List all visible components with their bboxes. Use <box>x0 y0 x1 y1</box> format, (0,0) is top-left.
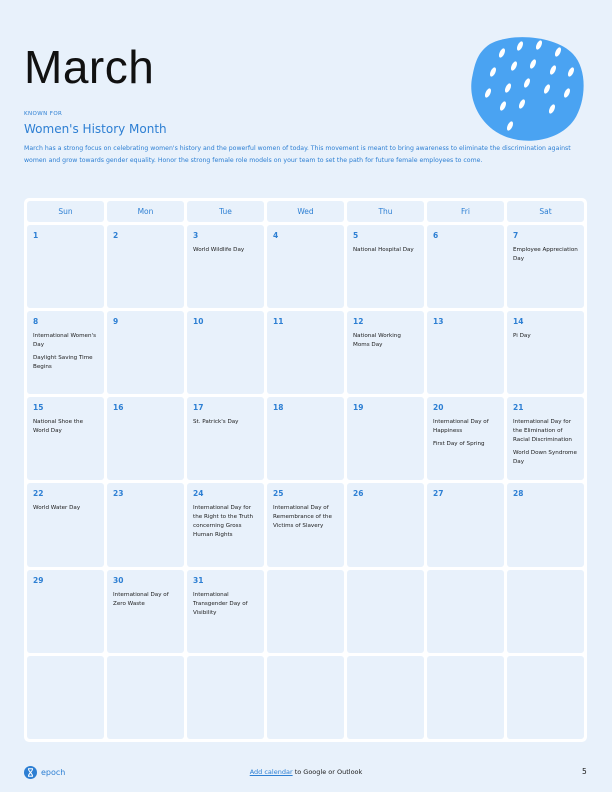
page-number: 5 <box>582 767 587 776</box>
day-number: 14 <box>513 317 524 327</box>
event-label: Daylight Saving Time Begins <box>33 355 93 371</box>
calendar-day-cell <box>427 483 504 566</box>
day-number: 24 <box>193 489 204 499</box>
calendar-day-cell <box>427 397 504 480</box>
day-number: 22 <box>33 489 44 499</box>
event-label: International Women's Day <box>33 333 96 349</box>
event-label: National Working Moms Day <box>353 333 401 349</box>
calendar-day-cell <box>507 225 584 308</box>
weekday-header-sun: Sun <box>27 201 104 222</box>
day-number: 2 <box>113 231 119 240</box>
weekday-header-sat: Sat <box>507 201 584 222</box>
calendar-day-cell <box>427 570 504 653</box>
calendar-day-cell <box>107 656 184 739</box>
day-number: 8 <box>33 317 39 327</box>
day-number: 21 <box>513 403 524 413</box>
add-calendar-suffix: to Google or Outlook <box>292 768 363 776</box>
calendar-day-cell <box>107 570 184 653</box>
page-title: March <box>24 41 155 93</box>
calendar-day-cell <box>427 656 504 739</box>
event-label: World Water Day <box>33 505 81 512</box>
calendar-day-cell <box>347 397 424 480</box>
event-label: World Wildlife Day <box>193 247 245 253</box>
day-number: 20 <box>433 403 444 413</box>
day-number: 28 <box>513 489 524 499</box>
calendar-day-cell <box>27 483 104 566</box>
event-label: International Day of Zero Waste <box>113 591 169 607</box>
calendar-day-cell <box>267 656 344 739</box>
calendar-day-cell <box>107 311 184 394</box>
day-number: 27 <box>433 489 444 499</box>
day-number: 31 <box>193 575 204 585</box>
calendar-day-cell <box>187 570 264 653</box>
calendar-day-cell <box>267 570 344 653</box>
weekday-header-fri: Fri <box>427 201 504 222</box>
weekday-header-thu: Thu <box>347 201 424 222</box>
day-number: 1 <box>33 231 39 240</box>
calendar-day-cell <box>507 570 584 653</box>
day-number: 18 <box>273 403 284 413</box>
calendar-grid <box>24 198 587 742</box>
event-label: International Transgender Day of Visibility <box>193 591 248 616</box>
event-label: International Day of Remembrance of the Victims of Slavery <box>273 505 332 530</box>
calendar-day-cell <box>507 483 584 566</box>
event-label: Employee Appreciation Day <box>513 247 578 262</box>
day-number: 10 <box>193 317 204 327</box>
calendar-day-cell <box>507 311 584 394</box>
logo-text: epoch <box>41 768 66 777</box>
calendar-day-cell <box>27 225 104 308</box>
day-number: 5 <box>353 231 359 240</box>
event-label: International Day of Happiness <box>433 419 489 435</box>
calendar-day-cell <box>107 483 184 566</box>
weekday-header-tue: Tue <box>187 201 264 222</box>
calendar-day-cell <box>187 656 264 739</box>
calendar-day-cell <box>347 483 424 566</box>
day-number: 7 <box>513 231 519 240</box>
calendar-day-cell <box>267 225 344 308</box>
calendar-day-cell <box>27 311 104 394</box>
calendar-day-cell <box>347 656 424 739</box>
event-label: St. Patrick's Day <box>193 419 239 426</box>
calendar-day-cell <box>347 311 424 394</box>
calendar-day-cell <box>187 311 264 394</box>
calendar-day-cell <box>27 397 104 480</box>
decorative-blob-icon <box>470 36 585 144</box>
event-label: International Day for the Right to the Truth concerning Gross Human Rights <box>193 505 253 539</box>
day-number: 23 <box>113 489 124 499</box>
calendar-day-cell <box>267 397 344 480</box>
day-number: 6 <box>433 231 439 240</box>
calendar-day-cell <box>27 656 104 739</box>
add-calendar-link[interactable]: Add calendar <box>249 768 293 776</box>
day-number: 11 <box>273 317 284 327</box>
calendar-day-cell <box>507 397 584 480</box>
day-number: 4 <box>273 231 279 240</box>
calendar-day-cell <box>267 311 344 394</box>
day-number: 3 <box>193 231 199 240</box>
day-number: 25 <box>273 489 284 499</box>
weekday-header-wed: Wed <box>267 201 344 222</box>
event-label: National Hospital Day <box>353 247 414 253</box>
calendar-day-cell <box>507 656 584 739</box>
day-number: 9 <box>113 317 119 327</box>
calendar-day-cell <box>187 397 264 480</box>
calendar-day-cell <box>187 225 264 308</box>
event-label: Pi Day <box>513 333 531 340</box>
calendar-day-cell <box>427 311 504 394</box>
day-number: 29 <box>33 575 44 585</box>
day-number: 15 <box>33 403 44 413</box>
calendar-day-cell <box>187 483 264 566</box>
event-label: World Down Syndrome Day <box>513 450 577 466</box>
calendar-day-cell <box>27 570 104 653</box>
day-number: 17 <box>193 403 204 413</box>
day-number: 16 <box>113 403 124 413</box>
calendar-day-cell <box>347 570 424 653</box>
weekday-header-mon: Mon <box>107 201 184 222</box>
calendar-day-cell <box>347 225 424 308</box>
event-label: International Day for the Elimination of Racial Discrimination <box>513 419 572 444</box>
day-number: 26 <box>353 489 364 499</box>
known-for-label: KNOWN FOR <box>24 111 63 117</box>
theme-title: Women's History Month <box>24 122 167 136</box>
day-number: 13 <box>433 317 444 327</box>
footer-add-calendar <box>0 768 612 776</box>
event-label: National Shoe the World Day <box>33 419 84 435</box>
day-number: 12 <box>353 317 364 327</box>
event-label: First Day of Spring <box>433 441 485 448</box>
calendar-day-cell <box>427 225 504 308</box>
day-number: 30 <box>113 575 124 585</box>
month-description: March has a strong focus on celebrating women's history and the powerful women of today. This movement is meant to bring awareness to eliminate the discrimination against women and grow towards gender equality. Honor the strong female role models on your team to set the path for future female employees to come. <box>24 145 571 164</box>
day-number: 19 <box>353 403 364 413</box>
calendar-day-cell <box>107 397 184 480</box>
calendar-day-cell <box>267 483 344 566</box>
calendar-day-cell <box>107 225 184 308</box>
